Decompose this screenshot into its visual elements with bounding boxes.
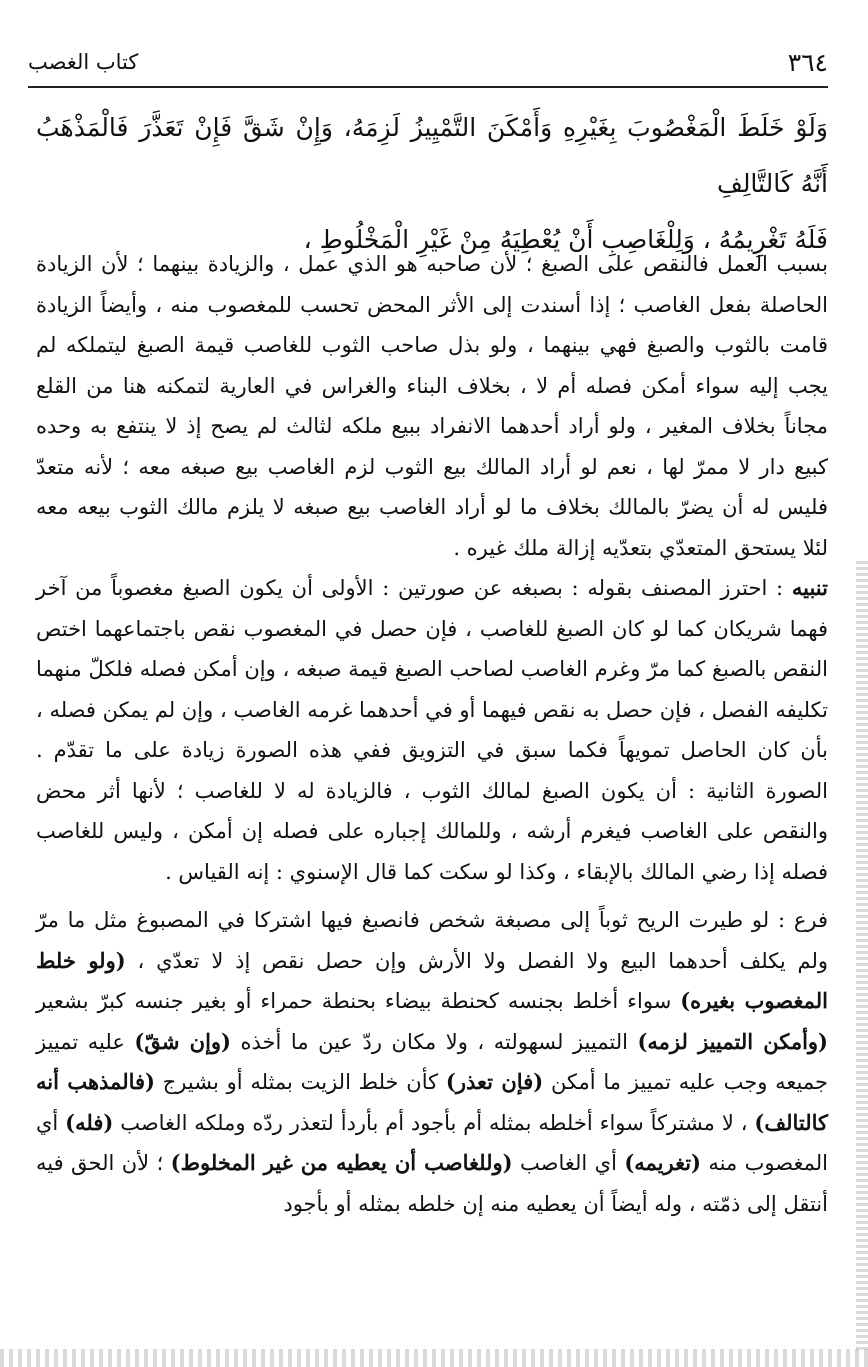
commentary-text xyxy=(36,244,828,1224)
matn-line: فَلَهُ تَغْرِيمُهُ ، وَلِلْغَاصِبِ أَنْ يُعْطِيَهُ مِنْ غَيْرِ الْمَخْلُوطِ ، xyxy=(303,225,828,254)
matn-quote: (فله) xyxy=(65,1109,114,1135)
matn-quote: (وإن شقّ) xyxy=(134,1028,231,1054)
matn-line: وَلَوْ خَلَطَ الْمَغْصُوبَ بِغَيْرِهِ وَأَمْكَنَ التَّمْيِيزُ لَزِمَهُ، وَإِنْ شَقَّ فَإِنْ تَعَذَّرَ فَالْمَذْهَبُ أَنَّهُ كَالتَّالِفِ xyxy=(36,113,828,198)
matn-quote: (وأمكن التمييز لزمه) xyxy=(637,1028,828,1054)
matn-text xyxy=(36,100,828,268)
commentary-run: أي المغصوب منه xyxy=(36,1110,828,1175)
commentary-run: ؛ لأن الحق فيه أنتقل إلى ذمّته ، وله أيضاً أن يعطيه منه إن خلطه بمثله أو بأجود xyxy=(36,1151,828,1216)
page-header xyxy=(28,40,828,88)
book-title: كتاب الغصب xyxy=(28,50,139,74)
matn-quote: (تغريمه) xyxy=(624,1150,701,1175)
commentary-run: عليه تمييز جميعه وجب عليه تمييز ما أمكن xyxy=(36,1029,829,1094)
scan-edge-bottom xyxy=(0,1349,868,1367)
commentary-run: سواء أخلط بجنسه كحنطة بيضاء بحنطة حمراء أو بغير جنسه كبرّ بشعير xyxy=(36,989,681,1013)
commentary-run: التمييز لسهولته ، ولا مكان ردّ عين ما أخذه xyxy=(230,1029,638,1054)
commentary-paragraph-far xyxy=(36,900,828,1224)
matn-quote: (وللغاصب أن يعطيه من غير المخلوط) xyxy=(170,1150,513,1175)
commentary-run: ، لا مشتركاً سواء أخلطه بمثله أم بأجود أم بأردأ لتعذر ردّه وملكه الغاصب xyxy=(113,1110,755,1135)
matn-quote: (ولو خلط المغصوب بغيره) xyxy=(36,947,828,1013)
page-number: ٣٦٤ xyxy=(787,48,828,77)
tanbih-label: تنبيه xyxy=(791,575,828,600)
commentary-run: فرع : لو طيرت الريح ثوباً إلى مصبغة شخص فانصبغ فيها اشتركا في المصبوغ مثل ما مرّ ولم يكلف أحدهما البيع ولا الفصل ولا الأرش وإن حصل نقص إذ لا تعدّي ، xyxy=(36,908,828,973)
tanbih-text: : احترز المصنف بقوله : بصبغه عن صورتين : الأولى أن يكون الصبغ مغصوباً من آخر فهما شريكان كما لو كان الصبغ للغاصب ، فإن حصل في المغصوب نقص باجتماعهما اختص النقص بالصبغ كما مرّ وغرم الغاصب لصاحب الصبغ قيمة صبغه ، وإن أمكن فصله فلكلّ منهما تكليفه الفصل ، فإن حصل به نقص فيهما أو في أحدهما غرمه الغاصب ، وإن لم يمكن فصله ، بأن كان الحاصل تمويهاً فكما سبق في التزويق ففي هذه الصورة زيادة على ما تقدّم . الصورة الثانية : أن يكون الصبغ لمالك الثوب ، فالزيادة له لا للغاصب ؛ لأنها أثر محض والنقص على الغاصب فيغرم أرشه ، وللمالك إجباره على فصله إن أمكن ، وليس للغاصب فصله إذا رضي المالك بالإبقاء ، وكذا لو سكت كما قال الإسنوي : إنه القياس . xyxy=(36,576,828,884)
matn-quote: (فالمذهب أنه كالتالف) xyxy=(36,1069,828,1135)
commentary-run: كأن خلط الزيت بمثله أو بشيرج xyxy=(154,1070,446,1094)
commentary-paragraph: بسبب العمل فالنقص على الصبغ ؛ لأن صاحبه هو الذي عمل ، والزيادة بينهما ؛ لأن الزيادة الحاصلة بفعل الغاصب ؛ إذا أسندت إلى الأثر المحض تحسب للمغصوب منه ، وأيضاً الزيادة قامت بالثوب والصبغ فهي بينهما ، ولو بذل صاحب الثوب للغاصب قيمة الصبغ ليتملكه لم يجب إليه سواء أمكن فصله أم لا ، بخلاف البناء والغراس في العارية لتمكنه هنا من القلع مجاناً بخلاف المغير ، ولو أراد أحدهما الانفراد ببيع ملكه لثالث لم يصح إذ لا ينتفع به وحده كبيع دار لا ممرّ لها ، نعم لو أراد المالك بيع الثوب لزم الغاصب بيع صبغه معه ؛ لأنه متعدّ فليس له أن يضرّ بالمالك بخلاف ما لو أراد الغاصب بيع صبغه لا يلزم مالك الثوب بيعه معه لئلا يستحق المتعدّي بتعدّيه إزالة ملك غيره . xyxy=(36,252,828,560)
scan-edge-right xyxy=(856,560,868,1350)
matn-quote: (فإن تعذر) xyxy=(445,1069,544,1094)
commentary-paragraph xyxy=(36,568,828,892)
commentary-run: أي الغاصب xyxy=(512,1151,625,1175)
